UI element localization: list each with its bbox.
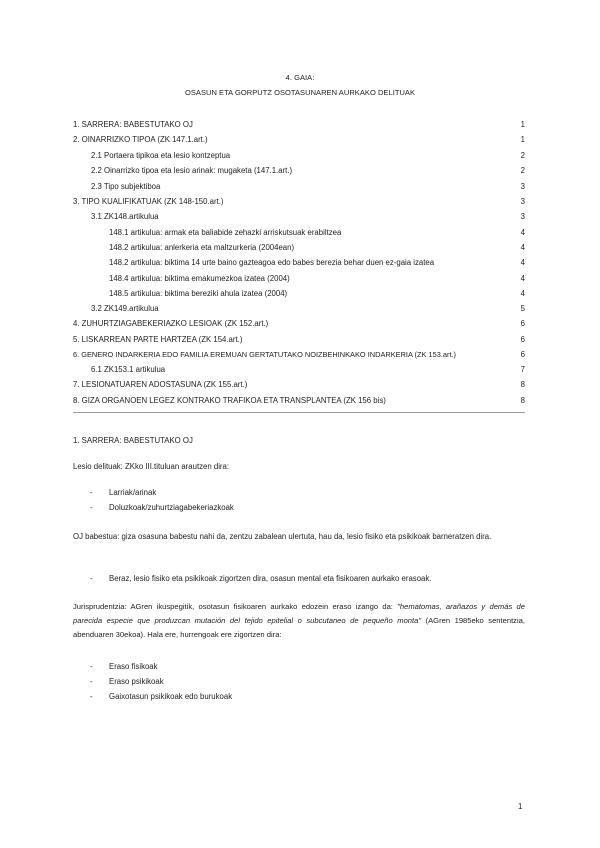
toc-entry-page: 4: [520, 274, 525, 283]
toc-entry-label: 148.2 artikulua: biktima 14 urte baino gazteagoa edo babes berezia behar duen ez-gaia izatea: [109, 258, 435, 267]
toc-entry-label: 4. ZUHURTZIAGABEKERIAZKO LESIOAK (ZK 152.art.): [73, 319, 269, 328]
bullet-dash: -: [90, 662, 93, 671]
toc-entry[interactable]: [73, 348, 525, 362]
bullet-dash: -: [90, 574, 93, 583]
toc-divider: [73, 412, 525, 413]
toc-entry[interactable]: [73, 287, 525, 301]
toc-entry-page: 2: [520, 151, 525, 160]
toc-entry-page: 3: [520, 197, 525, 206]
toc-entry-page: 1: [520, 120, 525, 129]
toc-entry-label: 5. LISKARREAN PARTE HARTZEA (ZK 154.art.): [73, 335, 243, 344]
toc-entry-label: 2.1 Portaera tipikoa eta lesio kontzeptua: [91, 151, 231, 160]
list-item-text: Larriak/arinak: [109, 488, 157, 497]
toc-entry[interactable]: [73, 272, 525, 286]
jurisprudence-tail: (AGren 1985eko sententzia, abenduaren 30ekoa). Hala ere, hurrengoak ere zigortzen dira:: [73, 616, 525, 639]
toc-entry-label: 2.2 Oinarrizko tipoa eta lesio arinak: mugaketa (147.1.art.): [91, 166, 293, 175]
toc-entry-label: 2.3 Tipo subjektiboa: [91, 182, 161, 191]
toc-entry-label: 3. TIPO KUALIFIKATUAK (ZK 148-150.art.): [73, 197, 224, 206]
toc-entry[interactable]: [73, 133, 525, 147]
intro-paragraph: Lesio delituak: ZKko III.tituluan arautzen dira:: [73, 462, 230, 471]
toc-entry-label: 148.5 artikulua: biktima bereziki ahula izatea (2004): [109, 289, 288, 298]
toc-entry-label: 3.2 ZK149.artikulua: [91, 304, 159, 313]
list-item-text: Eraso fisikoak: [109, 662, 158, 671]
toc-entry-label: 2. OINARRIZKO TIPOA (ZK 147.1.art.): [73, 135, 208, 144]
toc-entry-page: 6: [520, 335, 525, 344]
jurisprudence-lead: Jurisprudentzia: AGren ikuspegitik, osotasun fisikoaren aurkako edozein eraso izango da:: [73, 602, 398, 611]
toc-entry-page: 3: [520, 212, 525, 221]
toc-entry-page: 2: [520, 166, 525, 175]
oj-paragraph: OJ babestua: giza osasuna babestu nahi da, zentzu zabalean ulertuta, hau da, lesio fisiko eta psikikoak barneratzen dira.: [73, 532, 492, 541]
chapter-title: OSASUN ETA GORPUTZ OSOTASUNAREN AURKAKO DELITUAK: [184, 88, 416, 97]
toc-entry-label: 148.2 artikulua: anlerkeria eta maltzurkeria (2004ean): [109, 243, 295, 252]
toc-entry-label: 7. LESIONATUAREN ADOSTASUNA (ZK 155.art.): [73, 380, 248, 389]
toc-entry[interactable]: [73, 256, 525, 270]
toc-entry[interactable]: [73, 164, 525, 178]
toc-entry[interactable]: [73, 333, 525, 347]
toc-entry-page: 7: [520, 365, 525, 374]
toc-entry-page: 3: [520, 182, 525, 191]
toc-entry-page: 6: [520, 319, 525, 328]
bullet-dash: -: [90, 692, 93, 701]
toc-entry-page: 4: [520, 258, 525, 267]
toc-entry[interactable]: [73, 241, 525, 255]
toc-entry[interactable]: [73, 363, 525, 377]
toc-entry-page: 5: [520, 304, 525, 313]
toc-entry[interactable]: [73, 394, 525, 408]
toc-entry-label: 6.1 ZK153.1 artikulua: [91, 365, 166, 374]
toc-entry[interactable]: [73, 149, 525, 163]
chapter-number: 4. GAIA:: [285, 73, 315, 82]
list-item-text: Eraso psikikoak: [109, 677, 164, 686]
list-item-text: Beraz, lesio fisiko eta psikikoak zigortzen dira, osasun mental eta fisikoaren aurkako erasoak.: [109, 574, 432, 583]
toc-entry[interactable]: [73, 302, 525, 316]
page-number: 1: [518, 802, 523, 811]
toc-entry-label: 148.1 artikulua: armak eta baliabide zehazki arriskutsuak erabiltzea: [109, 228, 342, 237]
toc-entry[interactable]: [73, 378, 525, 392]
bullet-dash: -: [90, 488, 93, 497]
list-item-text: Doluzkoak/zuhurtziagabekeriazkoak: [109, 503, 234, 512]
jurisprudence-paragraph: [73, 600, 525, 642]
toc-entry-page: 6: [520, 350, 525, 359]
toc-entry-page: 8: [520, 380, 525, 389]
toc-entry-label: 6. GENERO INDARKERIA EDO FAMILIA EREMUAN GERTATUTAKO NOIZBEHINKAKO INDARKERIA (ZK 153.art.): [73, 350, 457, 359]
toc-entry[interactable]: [73, 226, 525, 240]
toc-entry-page: 4: [520, 289, 525, 298]
toc-entry[interactable]: [73, 317, 525, 331]
toc-entry-page: 8: [520, 396, 525, 405]
toc-entry-label: 148.4 artikulua: biktima emakumezkoa izatea (2004): [109, 274, 290, 283]
toc-entry-page: 4: [520, 243, 525, 252]
toc-entry-page: 1: [520, 135, 525, 144]
toc-entry-label: 8. GIZA ORGANOEN LEGEZ KONTRAKO TRAFIKOA ETA TRANSPLANTEA (ZK 156 bis): [73, 396, 386, 405]
toc-entry[interactable]: [73, 195, 525, 209]
toc-entry[interactable]: [73, 118, 525, 132]
section-heading: 1. SARRERA: BABESTUTAKO OJ: [73, 436, 193, 445]
toc-entry-label: 3.1 ZK148.artikulua: [91, 212, 159, 221]
toc-entry[interactable]: [73, 210, 525, 224]
list-item-text: Gaixotasun psikikoak edo burukoak: [109, 692, 233, 701]
toc-entry-page: 4: [520, 228, 525, 237]
jurisprudence-quote: "hematomas, arañazos y demás de parecida especie que produzcan mutación del tejido epitelial o subcutaneo de pequeño monta": [73, 602, 525, 625]
toc-entry[interactable]: [73, 180, 525, 194]
bullet-dash: -: [90, 677, 93, 686]
toc-entry-label: 1. SARRERA: BABESTUTAKO OJ: [73, 120, 193, 129]
bullet-dash: -: [90, 503, 93, 512]
